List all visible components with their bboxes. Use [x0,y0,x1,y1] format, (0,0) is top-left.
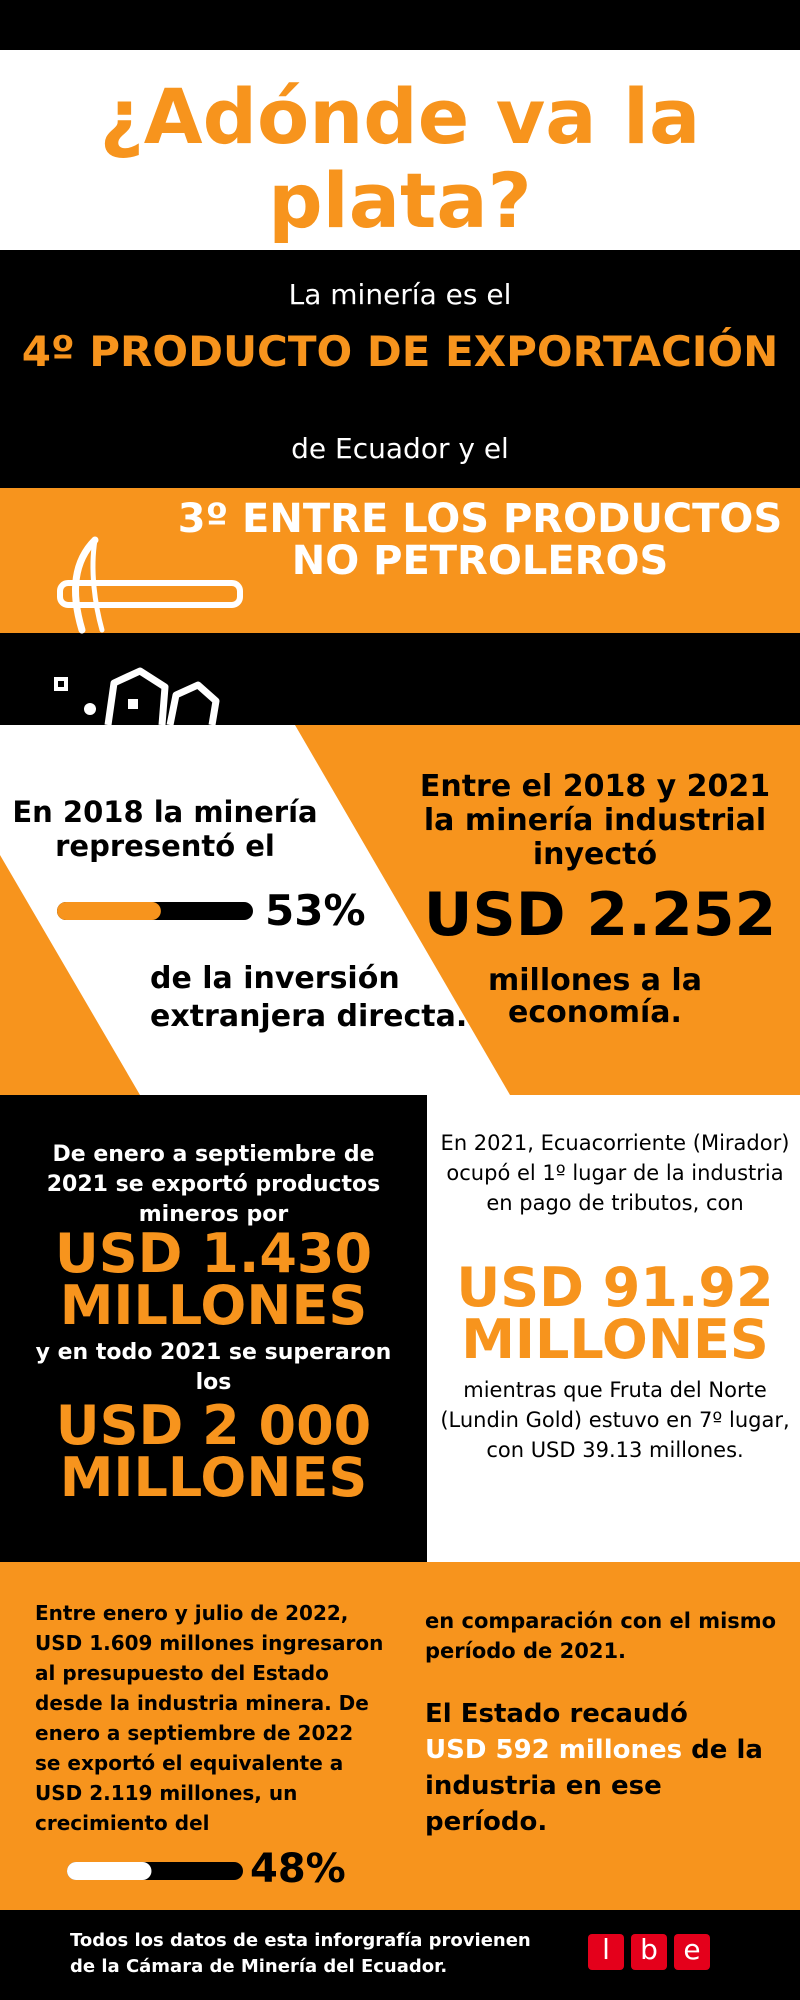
page-title: ¿Adónde va la plata? [99,72,701,245]
intro-line-2: de Ecuador y el [291,432,509,465]
intro-line-1: La minería es el [288,278,512,311]
pickaxe-icon [40,535,250,645]
injection-intro: Entre el 2018 y 2021 la minería industrial inyectó [419,769,771,872]
exports-intro: De enero a septiembre de 2021 se exportó productos mineros por [46,1142,381,1227]
growth-progress-fill [67,1862,151,1880]
investment-percent: 53% [265,886,366,935]
injection-amount: USD 2.252 [423,880,777,950]
logo-letter-l: l [588,1934,624,1970]
source-note: Todos los datos de esta inforgrafía provienen de la Cámara de Minería del Ecuador. [70,1930,531,1977]
investment-intro: En 2018 la minería representó el [12,795,318,863]
budget-text: Entre enero y julio de 2022, USD 1.609 millones ingresaron al presupuesto del Estado desde la industria minera. De enero a septiembre de 2022 se exportó el equivalente a USD 2.119 millones, un crecimiento del [35,1601,384,1835]
growth-percent: 48% [250,1846,346,1892]
investment-caption: de la inversión extranjera directa. [150,961,468,1034]
export-rank-highlight: 4º PRODUCTO DE EXPORTACIÓN [21,327,779,376]
investment-progress-bar [55,900,255,922]
exports-amount-1: USD 1.430 MILLONES [54,1222,373,1337]
investment-progress-fill [57,902,161,920]
non-oil-rank-highlight: 3º ENTRE LOS PRODUCTOS NO PETROLEROS [177,496,783,584]
collection-amount: USD 592 millones [425,1735,683,1765]
rocks-icon [50,665,230,725]
growth-progress-bar [65,1860,245,1882]
collection-text [425,1696,785,1840]
exports-amount-2: USD 2 000 MILLONES [55,1394,372,1509]
tributes-intro: En 2021, Ecuacorriente (Mirador) ocupó el 1º lugar de la industria en pago de tributos, con [440,1131,790,1215]
collection-pre: El Estado recaudó [425,1699,688,1729]
logo-letter-e: e [674,1934,710,1970]
injection-caption: millones a la economía. [488,963,702,1030]
comparison-text: en comparación con el mismo período de 2021. [425,1609,777,1663]
exports-mid-text: y en todo 2021 se superaron los [35,1340,392,1395]
collection-post: de la industria en ese período. [425,1735,763,1837]
tributes-caption: mientras que Fruta del Norte (Lundin Gold) estuvo en 7º lugar, con USD 39.13 millones. [440,1378,790,1462]
top-bar [0,0,800,50]
tributes-amount: USD 91.92 MILLONES [456,1256,774,1371]
logo-letter-b: b [631,1934,667,1970]
